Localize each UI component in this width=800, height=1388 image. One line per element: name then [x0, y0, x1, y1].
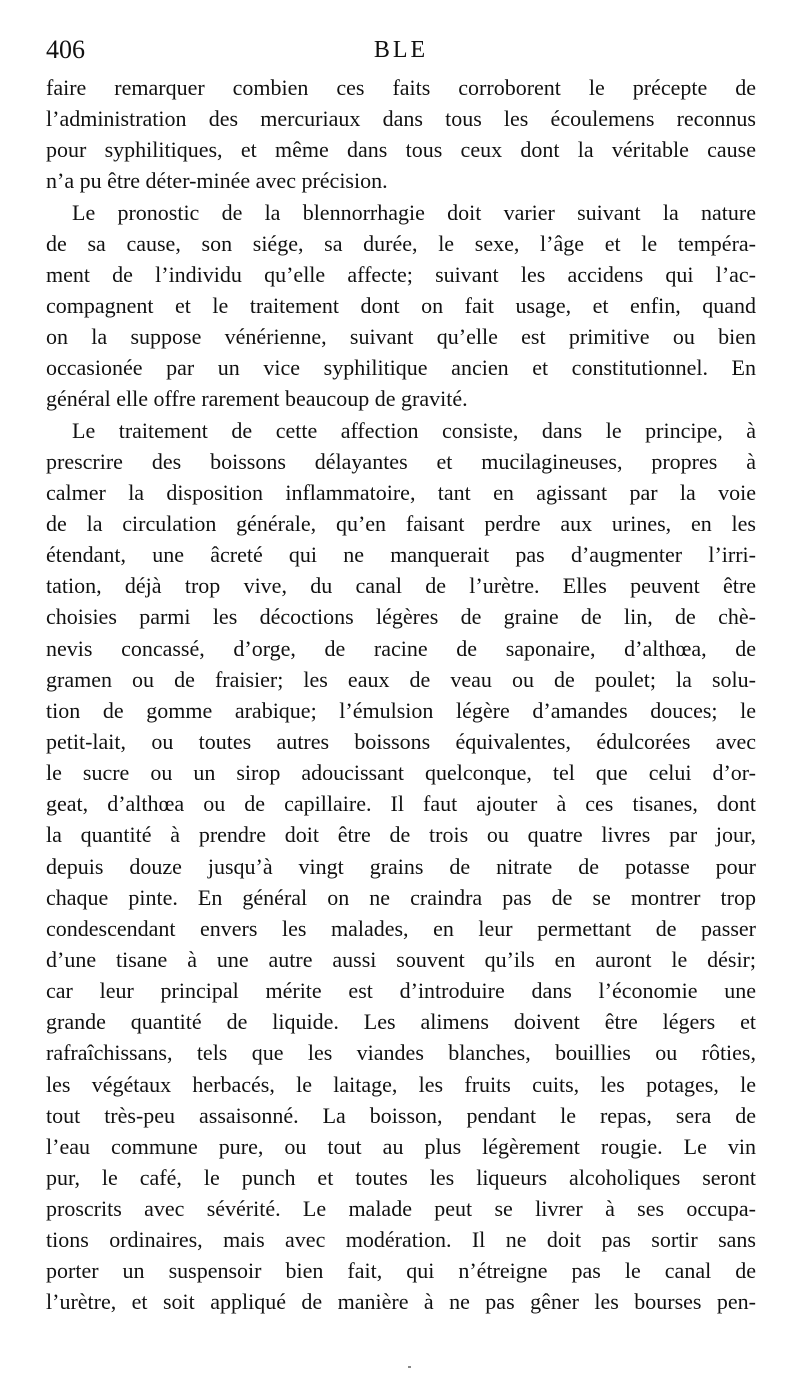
body-text: [46, 72, 756, 1318]
text-line: les végétaux herbacés, le laitage, les fruits cuits, les potages, le: [46, 1071, 756, 1097]
page-header: [46, 30, 756, 70]
text-line: l’urètre, et soit appliqué de manière à ne pas gêner les bourses pen-: [46, 1289, 756, 1315]
paragraph-start-line: Le pronostic de la blennorrhagie doit varier suivant la nature: [72, 199, 756, 225]
text-line: tout très-peu assaisonné. La boisson, pendant le repas, sera de: [46, 1102, 756, 1128]
text-line: condescendant envers les malades, en leur permettant de passer: [46, 915, 756, 941]
text-line: n’a pu être déter-minée avec précision.: [46, 168, 388, 194]
text-line: l’administration des mercuriaux dans tous les écoulemens reconnus: [46, 106, 756, 132]
text-line: la quantité à prendre doit être de trois ou quatre livres par jour,: [46, 822, 756, 848]
text-line: occasionée par un vice syphilitique ancien et constitutionnel. En: [46, 355, 756, 381]
text-line: tions ordinaires, mais avec modération. Il ne doit pas sortir sans: [46, 1227, 756, 1253]
text-line: nevis concassé, d’orge, de racine de saponaire, d’althœa, de: [46, 635, 756, 661]
text-line: rafraîchissans, tels que les viandes blanches, bouillies ou rôties,: [46, 1040, 756, 1066]
text-line: gramen ou de fraisier; les eaux de veau ou de poulet; la solu-: [46, 666, 756, 692]
text-line: proscrits avec sévérité. Le malade peut se livrer à ses occupa-: [46, 1196, 756, 1222]
text-line: car leur principal mérite est d’introduire dans l’économie une: [46, 978, 756, 1004]
text-line: pour syphilitiques, et même dans tous ceux dont la véritable cause: [46, 137, 756, 163]
text-line: on la suppose vénérienne, suivant qu’elle est primitive ou bien: [46, 324, 756, 350]
text-line: geat, d’althœa ou de capillaire. Il faut ajouter à ces tisanes, dont: [46, 791, 756, 817]
text-line: pur, le café, le punch et toutes les liqueurs alcoholiques seront: [46, 1164, 756, 1190]
text-line: petit-lait, ou toutes autres boissons équivalentes, édulcorées avec: [46, 728, 756, 754]
text-line: l’eau commune pure, ou tout au plus légèrement rougie. Le vin: [46, 1133, 756, 1159]
text-line: tation, déjà trop vive, du canal de l’urètre. Elles peuvent être: [46, 573, 756, 599]
text-line: chaque pinte. En général on ne craindra pas de se montrer trop: [46, 884, 756, 910]
text-line: étendant, une âcreté qui ne manquerait pas d’augmenter l’irri-: [46, 542, 756, 568]
text-line: tion de gomme arabique; l’émulsion légère d’amandes douces; le: [46, 697, 756, 723]
text-line: compagnent et le traitement dont on fait usage, et enfin, quand: [46, 292, 756, 318]
paragraph-start-line: Le traitement de cette affection consiste, dans le principe, à: [72, 417, 756, 443]
text-line: de sa cause, son siége, sa durée, le sexe, l’âge et le tempéra-: [46, 230, 756, 256]
text-line: porter un suspensoir bien fait, qui n’étreigne pas le canal de: [46, 1258, 756, 1284]
text-line: grande quantité de liquide. Les alimens doivent être légers et: [46, 1009, 756, 1035]
footer-speck: [408, 1366, 411, 1368]
running-head: BLE: [373, 37, 429, 63]
text-line: d’une tisane à une autre aussi souvent qu’ils en auront le désir;: [46, 946, 756, 972]
text-line: prescrire des boissons délayantes et mucilagineuses, propres à: [46, 448, 756, 474]
text-line: choisies parmi les décoctions légères de graine de lin, de chè-: [46, 604, 756, 630]
text-line: général elle offre rarement beaucoup de gravité.: [46, 386, 468, 412]
text-line: faire remarquer combien ces faits corroborent le précepte de: [46, 75, 756, 100]
text-line: le sucre ou un sirop adoucissant quelconque, tel que celui d’or-: [46, 760, 756, 786]
text-line: calmer la disposition inflammatoire, tant en agissant par la voie: [46, 479, 756, 505]
text-line: de la circulation générale, qu’en faisant perdre aux urines, en les: [46, 510, 756, 536]
page-number: 406: [46, 35, 85, 64]
text-line: depuis douze jusqu’à vingt grains de nitrate de potasse pour: [46, 853, 756, 879]
text-line: ment de l’individu qu’elle affecte; suivant les accidens qui l’ac-: [46, 261, 756, 287]
